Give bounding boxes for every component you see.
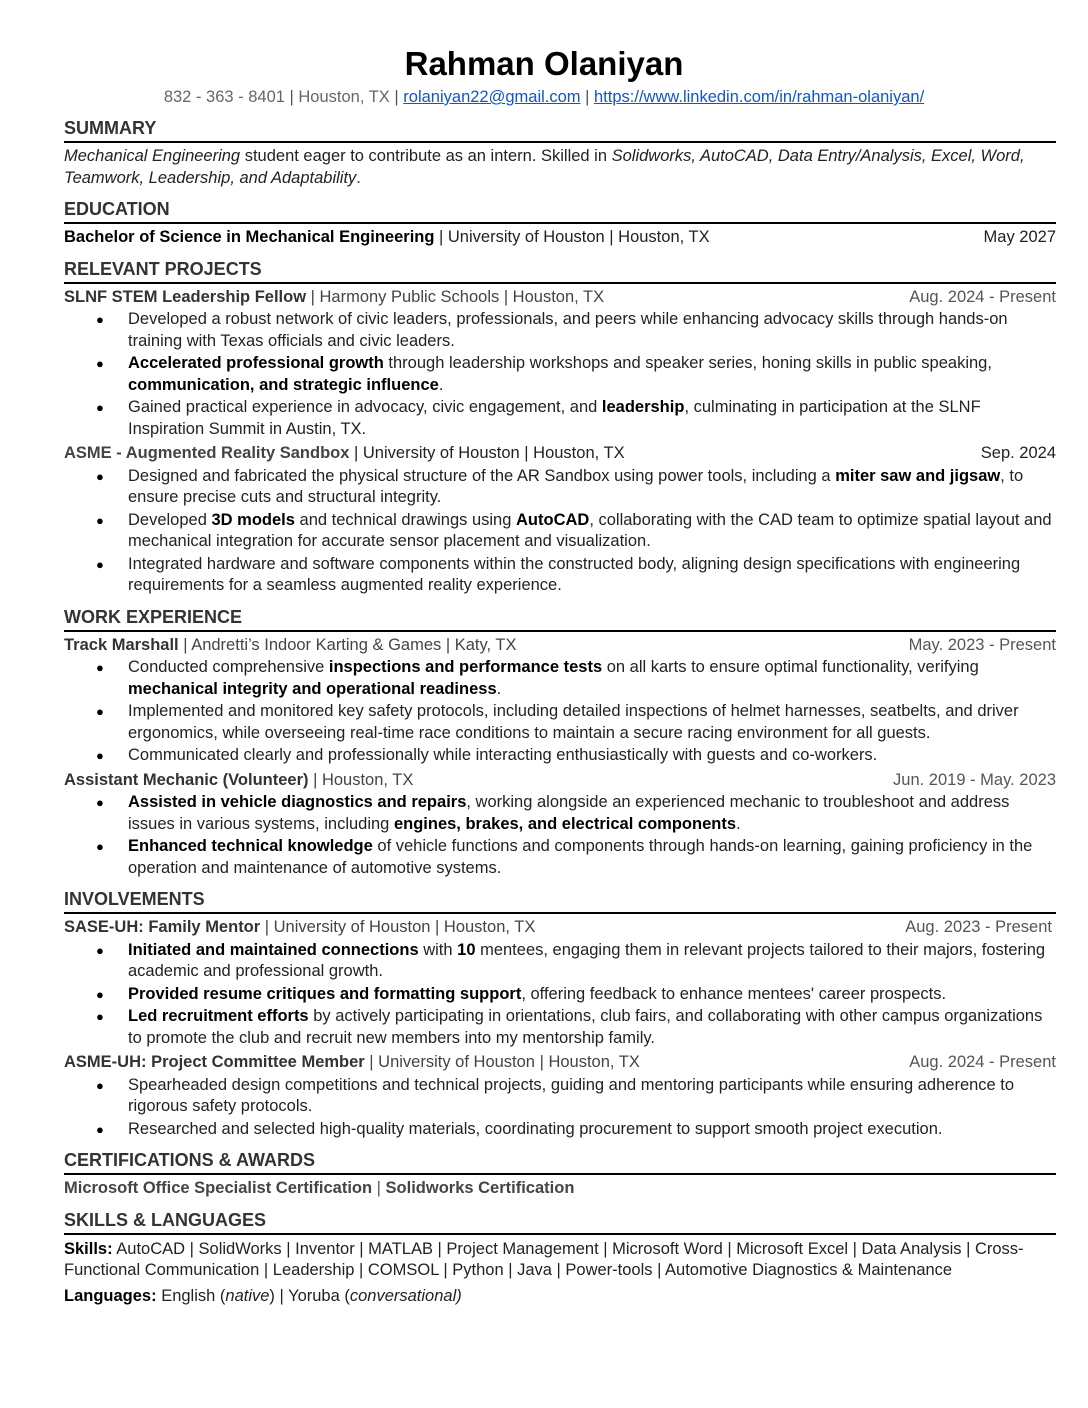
linkedin-link[interactable]: https://www.linkedin.com/in/rahman-olaniyan/ [594,88,925,106]
list-item: ● Developed a robust network of civic leaders, professionals, and peers while enhancing advocacy skills through hands-on training with Texas officials and civic leaders. [64,309,1056,352]
list-item: ● Designed and fabricated the physical structure of the AR Sandbox using power tools, including a miter saw and jigsaw, to ensure precise cuts and structural integrity. [64,466,1056,509]
certifications-heading: CERTIFICATIONS & AWARDS [64,1148,1056,1175]
list-item: ● Provided resume critiques and formatting support, offering feedback to enhance mentees' career prospects. [64,984,1056,1006]
involvement-bullets [64,940,1056,1050]
phone: 832 - 363 - 8401 [163,88,285,106]
education-heading: EDUCATION [64,197,1056,224]
list-item: ● Integrated hardware and software components within the constructed body, aligning design specifications with engineering requirements for a seamless augmented reality experience. [64,554,1056,597]
list-item: ● Researched and selected high-quality materials, coordinating procurement to support smooth project execution. [64,1119,1056,1141]
list-item: ● Accelerated professional growth through leadership workshops and speaker series, honing skills in public speaking, communication, and strategic influence. [64,353,1056,396]
languages-list: Languages: English (native) | Yoruba (conversational) [64,1286,462,1305]
work-bullets [64,657,1056,767]
projects-heading: RELEVANT PROJECTS [64,257,1056,284]
work-bullets [64,792,1056,879]
list-item: ● Communicated clearly and professionally while interacting enthusiastically with guests and co-workers. [64,745,1056,767]
work-entry-header: Assistant Mechanic (Volunteer) | Houston, TX Jun. 2019 - May. 2023 [64,770,1056,789]
list-item: ● Enhanced technical knowledge of vehicle functions and components through hands-on learning, gaining proficiency in the operation and maintenance of automotive systems. [64,836,1056,879]
project-entry-header: SLNF STEM Leadership Fellow | Harmony Public Schools | Houston, TX Aug. 2024 - Present [64,287,1056,306]
list-item: ● Developed 3D models and technical drawings using AutoCAD, collaborating with the CAD team to optimize spatial layout and mechanical integration for accurate sensor placement and visualization. [64,510,1056,553]
list-item: ● Assisted in vehicle diagnostics and repairs, working alongside an experienced mechanic to troubleshoot and address issues in various systems, including engines, brakes, and electrical components. [64,792,1056,835]
email-link[interactable]: rolaniyan22@gmail.com [403,88,581,106]
list-item: ● Spearheaded design competitions and technical projects, guiding and mentoring participants while ensuring adherence to rigorous safety protocols. [64,1075,1056,1118]
list-item: ● Conducted comprehensive inspections and performance tests on all karts to ensure optimal functionality, verifying mechanical integrity and operational readiness. [64,657,1056,700]
summary-heading: SUMMARY [64,116,1056,143]
work-heading: WORK EXPERIENCE [64,605,1056,632]
project-bullets [64,466,1056,597]
list-item: ● Gained practical experience in advocacy, civic engagement, and leadership, culminating in participation at the SLNF Inspiration Summit in Austin, TX. [64,397,1056,440]
skills-heading: SKILLS & LANGUAGES [64,1208,1056,1235]
involvement-bullets [64,1075,1056,1141]
work-entry-header: Track Marshall | Andretti’s Indoor Karting & Games | Katy, TX May. 2023 - Present [64,635,1056,654]
certifications-list: Microsoft Office Specialist Certification | Solidworks Certification [64,1179,575,1197]
summary-text: Mechanical Engineering student eager to contribute as an intern. Skilled in Solidworks, AutoCAD, Data Entry/Analysis, Excel, Word, Teamwork, Leadership, and Adaptability. [64,147,1025,187]
candidate-name: Rahman Olaniyan [404,45,684,82]
school: | University of Houston | Houston, TX [434,228,710,246]
list-item: ● Led recruitment efforts by actively participating in orientations, club fairs, and collaborating with other campus organizations to promote the club and recruit new members into my mentorship family. [64,1006,1056,1049]
skills-list: Skills: AutoCAD | SolidWorks | Inventor | MATLAB | Project Management | Microsoft Word | Microsoft Excel | Data Analysis | Cross-Functional Communication | Leadership | COMSOL | Python | Java | Power-tools | Automotive Diagnostics & Maintenance [64,1239,1024,1279]
project-bullets [64,309,1056,440]
contact-line: 832 - 363 - 8401 | Houston, TX | rolaniyan22@gmail.com | https://www.linkedin.com/in/rahman-olaniyan/ [163,88,925,106]
education-date: May 2027 [983,228,1056,246]
education-entry [64,227,1056,249]
list-item: ● Initiated and maintained connections with 10 mentees, engaging them in relevant projects tailored to their majors, fostering academic and professional growth. [64,940,1056,983]
degree: Bachelor of Science in Mechanical Engineering [64,228,435,246]
involvement-entry-header: SASE-UH: Family Mentor | University of Houston | Houston, TX Aug. 2023 - Present [64,918,1052,936]
location: Houston, TX [298,88,390,106]
involvement-entry-header: ASME-UH: Project Committee Member | University of Houston | Houston, TX Aug. 2024 - Present [64,1053,1056,1071]
project-entry-header: ASME - Augmented Reality Sandbox | University of Houston | Houston, TX Sep. 2024 [64,444,1056,462]
list-item: ● Implemented and monitored key safety protocols, including detailed inspections of helmet harnesses, seatbelts, and driver ergonomics, while overseeing real-time race conditions to maintain a secure racing environment for all guests. [64,701,1056,744]
involvements-heading: INVOLVEMENTS [64,887,1056,914]
